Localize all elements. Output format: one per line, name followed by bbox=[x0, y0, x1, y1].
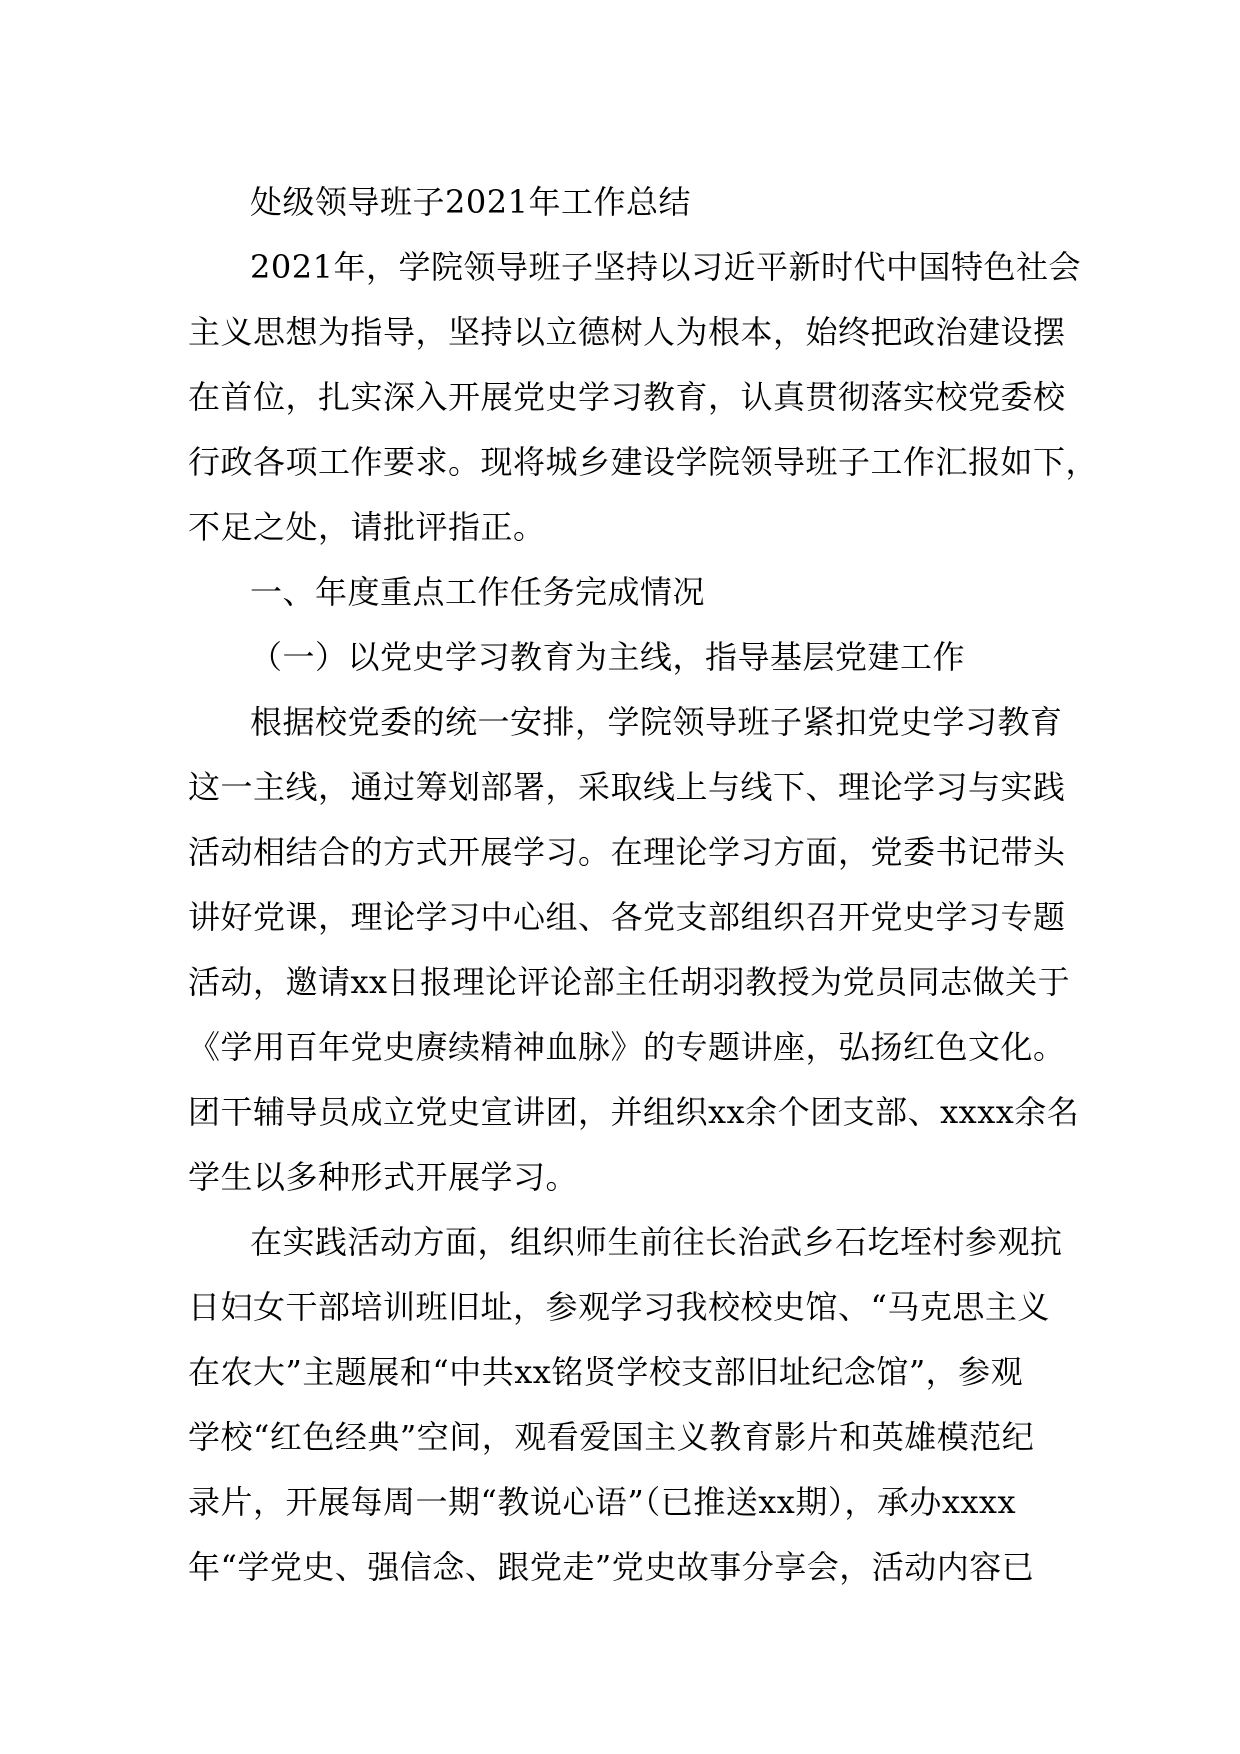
intro-paragraph bbox=[188, 235, 1099, 560]
document-title: 处级领导班子2021年工作总结 bbox=[250, 183, 691, 221]
theory-study-paragraph bbox=[188, 690, 1080, 1210]
section-heading: 一、年度重点工作任务完成情况 bbox=[250, 573, 706, 611]
paragraph-line: 学校“红色经典”空间，观看爱国主义教育影片和英雄模范纪 bbox=[188, 1418, 1035, 1456]
paragraph-line: 主义思想为指导，坚持以立德树人为根本，始终把政治建设摆 bbox=[188, 313, 1066, 351]
subsection-heading: （一）以党史学习教育为主线，指导基层党建工作 bbox=[250, 638, 966, 676]
paragraph-line: 学生以多种形式开展学习。 bbox=[188, 1158, 579, 1196]
practice-activity-paragraph bbox=[188, 1210, 1068, 1600]
paragraph-line: 这一主线，通过筹划部署，采取线上与线下、理论学习与实践 bbox=[188, 768, 1066, 806]
paragraph-line: 日妇女干部培训班旧址，参观学习我校校史馆、“马克思主义 bbox=[188, 1288, 1050, 1326]
paragraph-line: 《学用百年党史赓续精神血脉》的专题讲座，弘扬红色文化。 bbox=[188, 1028, 1066, 1066]
paragraph-line: 录片，开展每周一期“教说心语”（已推送xx期），承办xxxx bbox=[188, 1483, 1017, 1521]
paragraph-line: 在实践活动方面，组织师生前往长治武乡石圪垤村参观抗 bbox=[250, 1223, 1063, 1261]
paragraph-line: 在首位，扎实深入开展党史学习教育，认真贯彻落实校党委校 bbox=[188, 378, 1066, 416]
document-body bbox=[188, 170, 1099, 1600]
paragraph-line: 根据校党委的统一安排，学院领导班子紧扣党史学习教育 bbox=[250, 703, 1063, 741]
paragraph-line: 讲好党课，理论学习中心组、各党支部组织召开党史学习专题 bbox=[188, 898, 1066, 936]
paragraph-line: 活动相结合的方式开展学习。在理论学习方面，党委书记带头 bbox=[188, 833, 1066, 871]
paragraph-line: 团干辅导员成立党史宣讲团，并组织xx余个团支部、xxxx余名 bbox=[188, 1093, 1080, 1131]
paragraph-line: 行政各项工作要求。现将城乡建设学院领导班子工作汇报如下， bbox=[188, 443, 1099, 481]
paragraph-line: 活动，邀请xx日报理论评论部主任胡羽教授为党员同志做关于 bbox=[188, 963, 1071, 1001]
paragraph-line: 不足之处，请批评指正。 bbox=[188, 508, 546, 546]
paragraph-line: 2021年，学院领导班子坚持以习近平新时代中国特色社会 bbox=[250, 248, 1081, 286]
paragraph-line: 在农大”主题展和“中共xx铭贤学校支部旧址纪念馆”，参观 bbox=[188, 1353, 1024, 1391]
paragraph-line: 年“学党史、强信念、跟党走”党史故事分享会，活动内容已 bbox=[188, 1548, 1035, 1586]
